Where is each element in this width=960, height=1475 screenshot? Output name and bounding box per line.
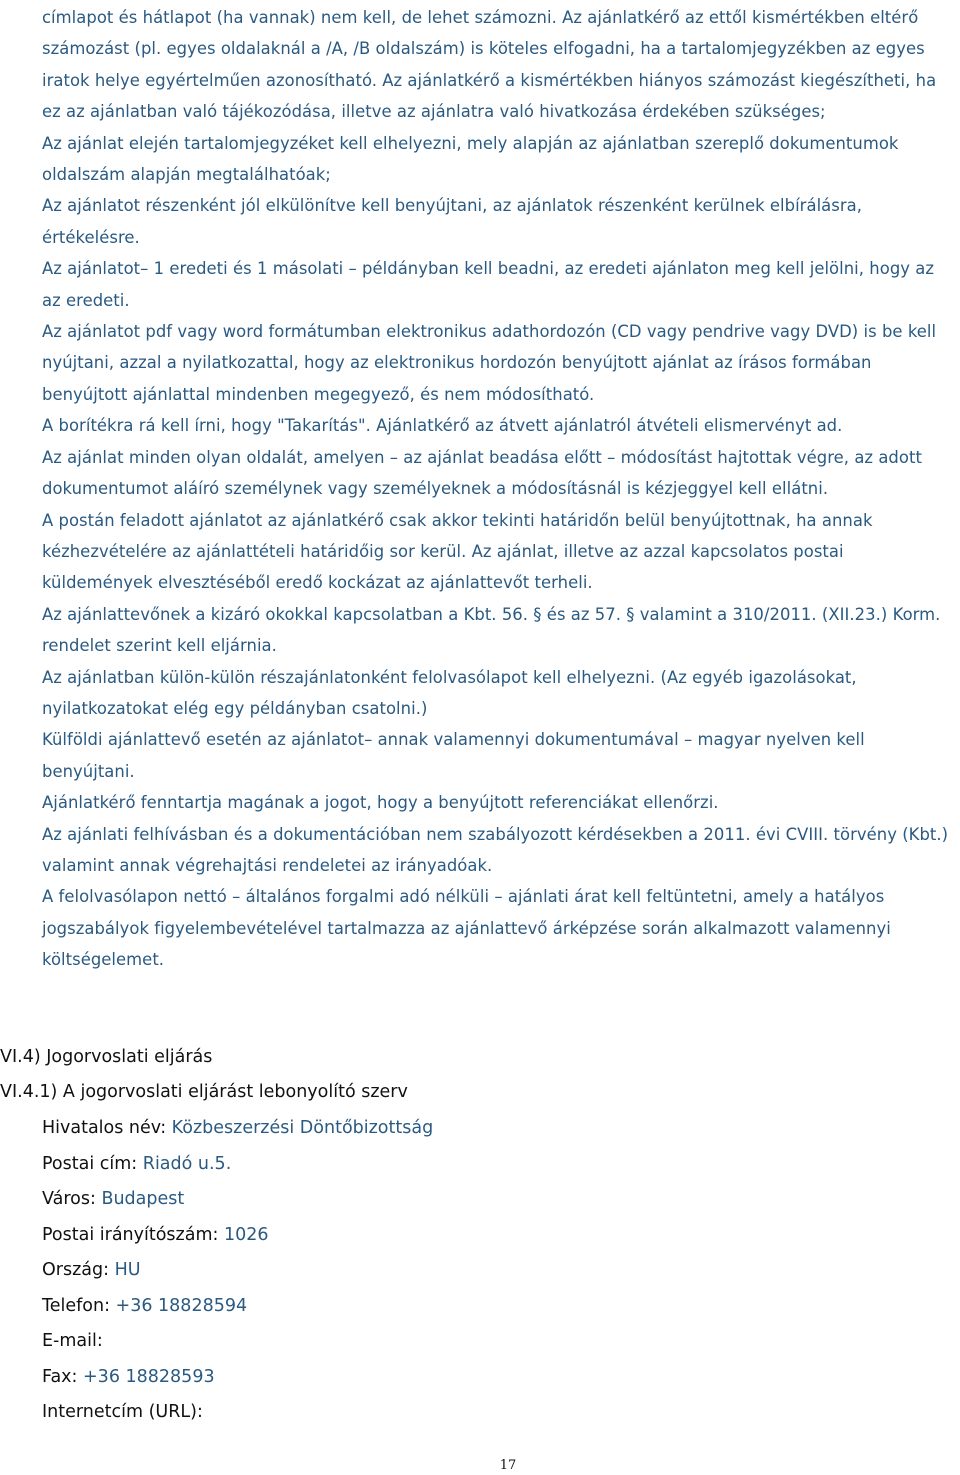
- field-label: Fax:: [42, 1366, 78, 1387]
- field-value: HU: [114, 1260, 141, 1280]
- paragraph-parts-submission: Az ajánlatot részenként jól elkülönítve kell benyújtani, az ajánlatok részenként kerülnek elbírálásra, értékelésre.: [42, 196, 862, 247]
- paragraph-numbering: címlapot és hátlapot (ha vannak) nem kell, de lehet számozni. Az ajánlatkérő az ettől kismértékben eltérő számozást (pl. egyes oldalaknál a /A, /B oldalszám) is köteles elfogadni, ha a tartalomjegyzékben az egyes iratok helye egyértelműen azonosítható. Az ajánlatkérő a kismértékben hiányos számozást kiegészítheti, ha ez az ajánlatban való tájékozódása, illetve az ajánlatra való hivatkozása érdekében szükséges;: [42, 8, 937, 122]
- field-url: [42, 1400, 922, 1436]
- field-label: E-mail:: [42, 1331, 103, 1351]
- section-heading-legal-remedy: VI.4) Jogorvoslati eljárás: [0, 1047, 213, 1067]
- subsection-heading-review-body: VI.4.1) A jogorvoslati eljárást lebonyolító szerv: [0, 1082, 408, 1102]
- field-value: Budapest: [101, 1189, 185, 1209]
- paragraph-references: Ajánlatkérő fenntartja magának a jogot, hogy a benyújtott referenciákat ellenőrzi.: [42, 793, 719, 813]
- paragraph-electronic-copy: Az ajánlatot pdf vagy word formátumban elektronikus adathordozón (CD vagy pendrive vagy DVD) is be kell nyújtani, azzal a nyilatkozattal, hogy az elektronikus hordozón benyújtott ajánlat az írásos formában benyújtott ajánlattal mindenben megegyező, és nem módosítható.: [42, 322, 937, 404]
- field-label: Internetcím (URL):: [42, 1402, 203, 1422]
- field-postal-address: [42, 1152, 922, 1188]
- paragraph-net-price: A felolvasólapon nettó – általános forgalmi adó nélküli – ajánlati árat kell feltüntetni, amely a hatályos jogszabályok figyelembevételével tartalmazza az ajánlattevő árképzése során alkalmazott valamennyi költségelemet.: [42, 887, 891, 970]
- paragraph-table-of-contents: Az ajánlat elején tartalomjegyzéket kell elhelyezni, mely alapján az ajánlatban szereplő dokumentumok oldalszám alapján megtalálhatóak;: [42, 133, 899, 185]
- paragraph-postal-delivery: A postán feladott ajánlatot az ajánlatkérő csak akkor tekinti határidőn belül benyújtottnak, ha annak kézhezvételére az ajánlattételi határidőig sor kerül. Az ajánlat, illetve az azzal kapcsolatos postai küldemények elvesztéséből eredő kockázat az ajánlattevőt terheli.: [42, 510, 873, 593]
- paragraph-governing-law: Az ajánlati felhívásban és a dokumentációban nem szabályozott kérdésekben a 2011. évi CVIII. törvény (Kbt.) valamint annak végrehajtási rendeletei az irányadóak.: [42, 824, 949, 875]
- field-label: Város:: [42, 1189, 96, 1209]
- field-value: Riadó u.5.: [142, 1153, 232, 1174]
- page-number: 17: [499, 1458, 517, 1473]
- field-label: Telefon:: [42, 1295, 110, 1316]
- tender-instructions: [42, 2, 954, 976]
- field-value: +36 18828593: [83, 1366, 215, 1387]
- paragraph-envelope: A borítékra rá kell írni, hogy "Takarítás". Ajánlatkérő az átvett ajánlatról átvételi elismervényt ad.: [42, 416, 843, 436]
- field-value: +36 18828594: [115, 1295, 248, 1316]
- field-value: Közbeszerzési Döntőbizottság: [171, 1118, 434, 1138]
- field-city: [42, 1187, 922, 1223]
- field-email: [42, 1329, 922, 1365]
- field-label: Ország:: [42, 1260, 110, 1280]
- field-country: [42, 1258, 922, 1294]
- field-label: Postai cím:: [42, 1153, 138, 1174]
- paragraph-reading-sheet: Az ajánlatban külön-külön részajánlatonként felolvasólapot kell elhelyezni. (Az egyéb igazolásokat, nyilatkozatokat elég egy példányban csatolni.): [42, 667, 857, 718]
- field-postal-code: [42, 1223, 922, 1259]
- paragraph-modifications: Az ajánlat minden olyan oldalát, amelyen – az ajánlat beadása előtt – módosítást hajtottak végre, az adott dokumentumot aláíró személynek vagy személyeknek a módosításnál is kézjeggyel kell ellátni.: [42, 447, 922, 499]
- field-value: 1026: [223, 1224, 269, 1245]
- field-phone: [42, 1294, 922, 1330]
- field-official-name: [42, 1116, 922, 1152]
- review-body-details: [42, 1116, 922, 1436]
- paragraph-exclusion-grounds: Az ajánlattevőnek a kizáró okokkal kapcsolatban a Kbt. 56. § és az 57. § valamint a 310/2011. (XII.23.) Korm. rendelet szerint kell eljárnia.: [42, 604, 941, 656]
- paragraph-foreign-bidder: Külföldi ajánlattevő esetén az ajánlatot– annak valamennyi dokumentumával – magyar nyelven kell benyújtani.: [42, 730, 865, 781]
- field-label: Postai irányítószám:: [42, 1224, 219, 1245]
- field-label: Hivatalos név:: [42, 1118, 167, 1138]
- paragraph-copies: Az ajánlatot– 1 eredeti és 1 másolati – példányban kell beadni, az eredeti ajánlaton meg kell jelölni, hogy az az eredeti.: [42, 259, 935, 310]
- field-fax: [42, 1365, 922, 1401]
